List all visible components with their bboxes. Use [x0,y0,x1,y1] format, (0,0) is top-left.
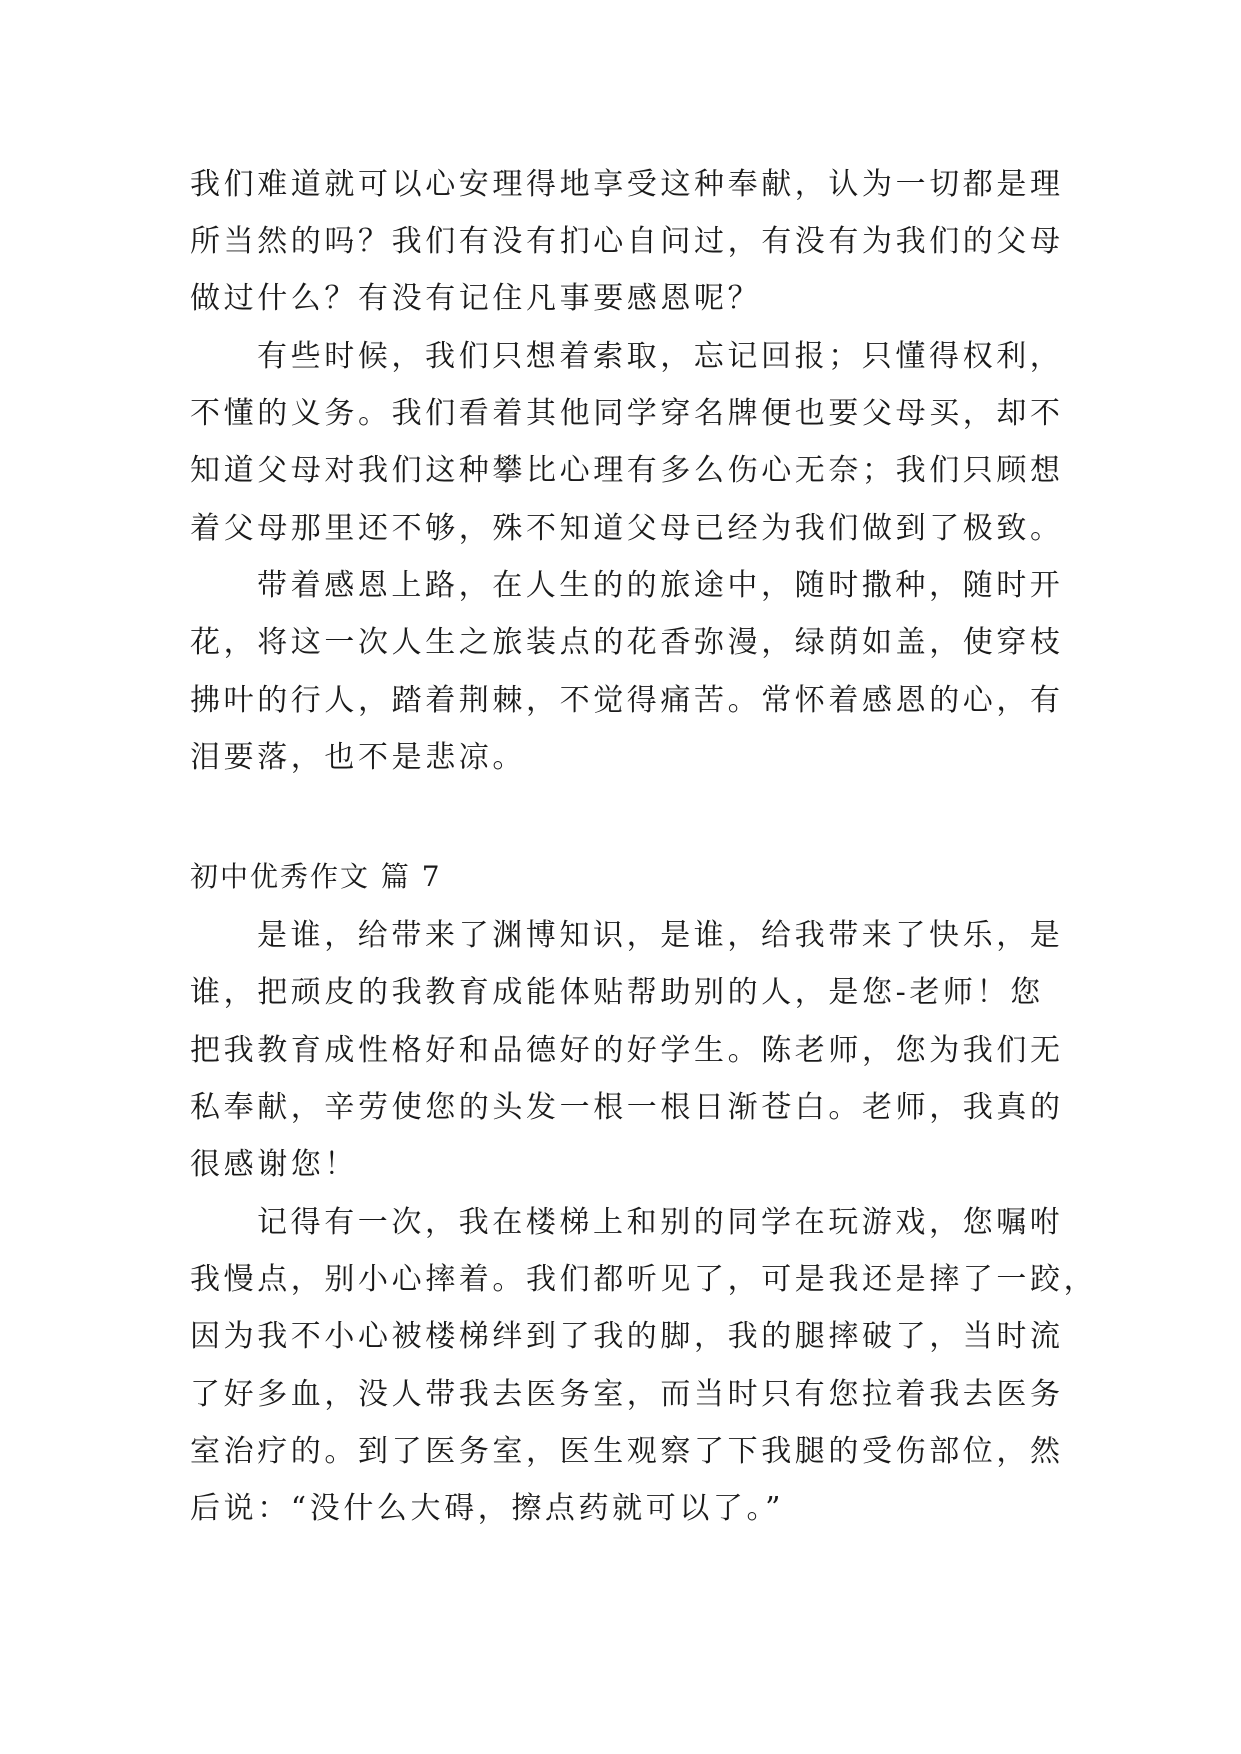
paragraph-line: 有些时候，我们只想着索取，忘记回报；只懂得权利， [257,339,1064,374]
paragraph-line: 谁，把顽皮的我教育成能体贴帮助别的人，是您-老师！您 [190,975,1044,1010]
paragraph-line: 知道父母对我们这种攀比心理有多么伤心无奈；我们只顾想 [190,453,1064,488]
paragraph-line: 花，将这一次人生之旅装点的花香弥漫，绿荫如盖，使穿枝 [190,625,1064,660]
paragraph-line: 私奉献，辛劳使您的头发一根一根日渐苍白。老师，我真的 [190,1090,1064,1125]
paragraph-line: 带着感恩上路，在人生的的旅途中，随时撒种，随时开 [257,568,1064,603]
paragraph-line: 着父母那里还不够，殊不知道父母已经为我们做到了极致。 [190,511,1064,546]
paragraph-line: 不懂的义务。我们看着其他同学穿名牌便也要父母买，却不 [190,396,1064,431]
paragraph-line: 记得有一次，我在楼梯上和别的同学在玩游戏，您嘱咐 [257,1205,1064,1240]
paragraph-line: 拂叶的行人，踏着荆棘，不觉得痛苦。常怀着感恩的心，有 [190,683,1064,718]
paragraph-line: 我慢点，别小心摔着。我们都听见了，可是我还是摔了一跤， [190,1262,1098,1297]
paragraph-line: 室治疗的。到了医务室，医生观察了下我腿的受伤部位，然 [190,1434,1064,1469]
paragraph-line: 因为我不小心被楼梯绊到了我的脚，我的腿摔破了，当时流 [190,1319,1064,1354]
paragraph-line: 后说：“没什么大碍，擦点药就可以了。” [190,1491,785,1526]
paragraph-line: 很感谢您！ [190,1147,358,1182]
paragraph-line: 所当然的吗？我们有没有扪心自问过，有没有为我们的父母 [190,224,1064,259]
section-heading: 初中优秀作文 篇 7 [190,860,442,893]
paragraph-line: 把我教育成性格好和品德好的好学生。陈老师，您为我们无 [190,1033,1064,1068]
paragraph-line: 了好多血，没人带我去医务室，而当时只有您拉着我去医务 [190,1377,1064,1412]
paragraph-line: 做过什么？有没有记住凡事要感恩呢？ [190,281,762,316]
paragraph-line: 是谁，给带来了渊博知识，是谁，给我带来了快乐，是 [257,918,1064,953]
paragraph-line: 我们难道就可以心安理得地享受这种奉献，认为一切都是理 [190,167,1064,202]
paragraph-line: 泪要落，也不是悲凉。 [190,740,526,775]
